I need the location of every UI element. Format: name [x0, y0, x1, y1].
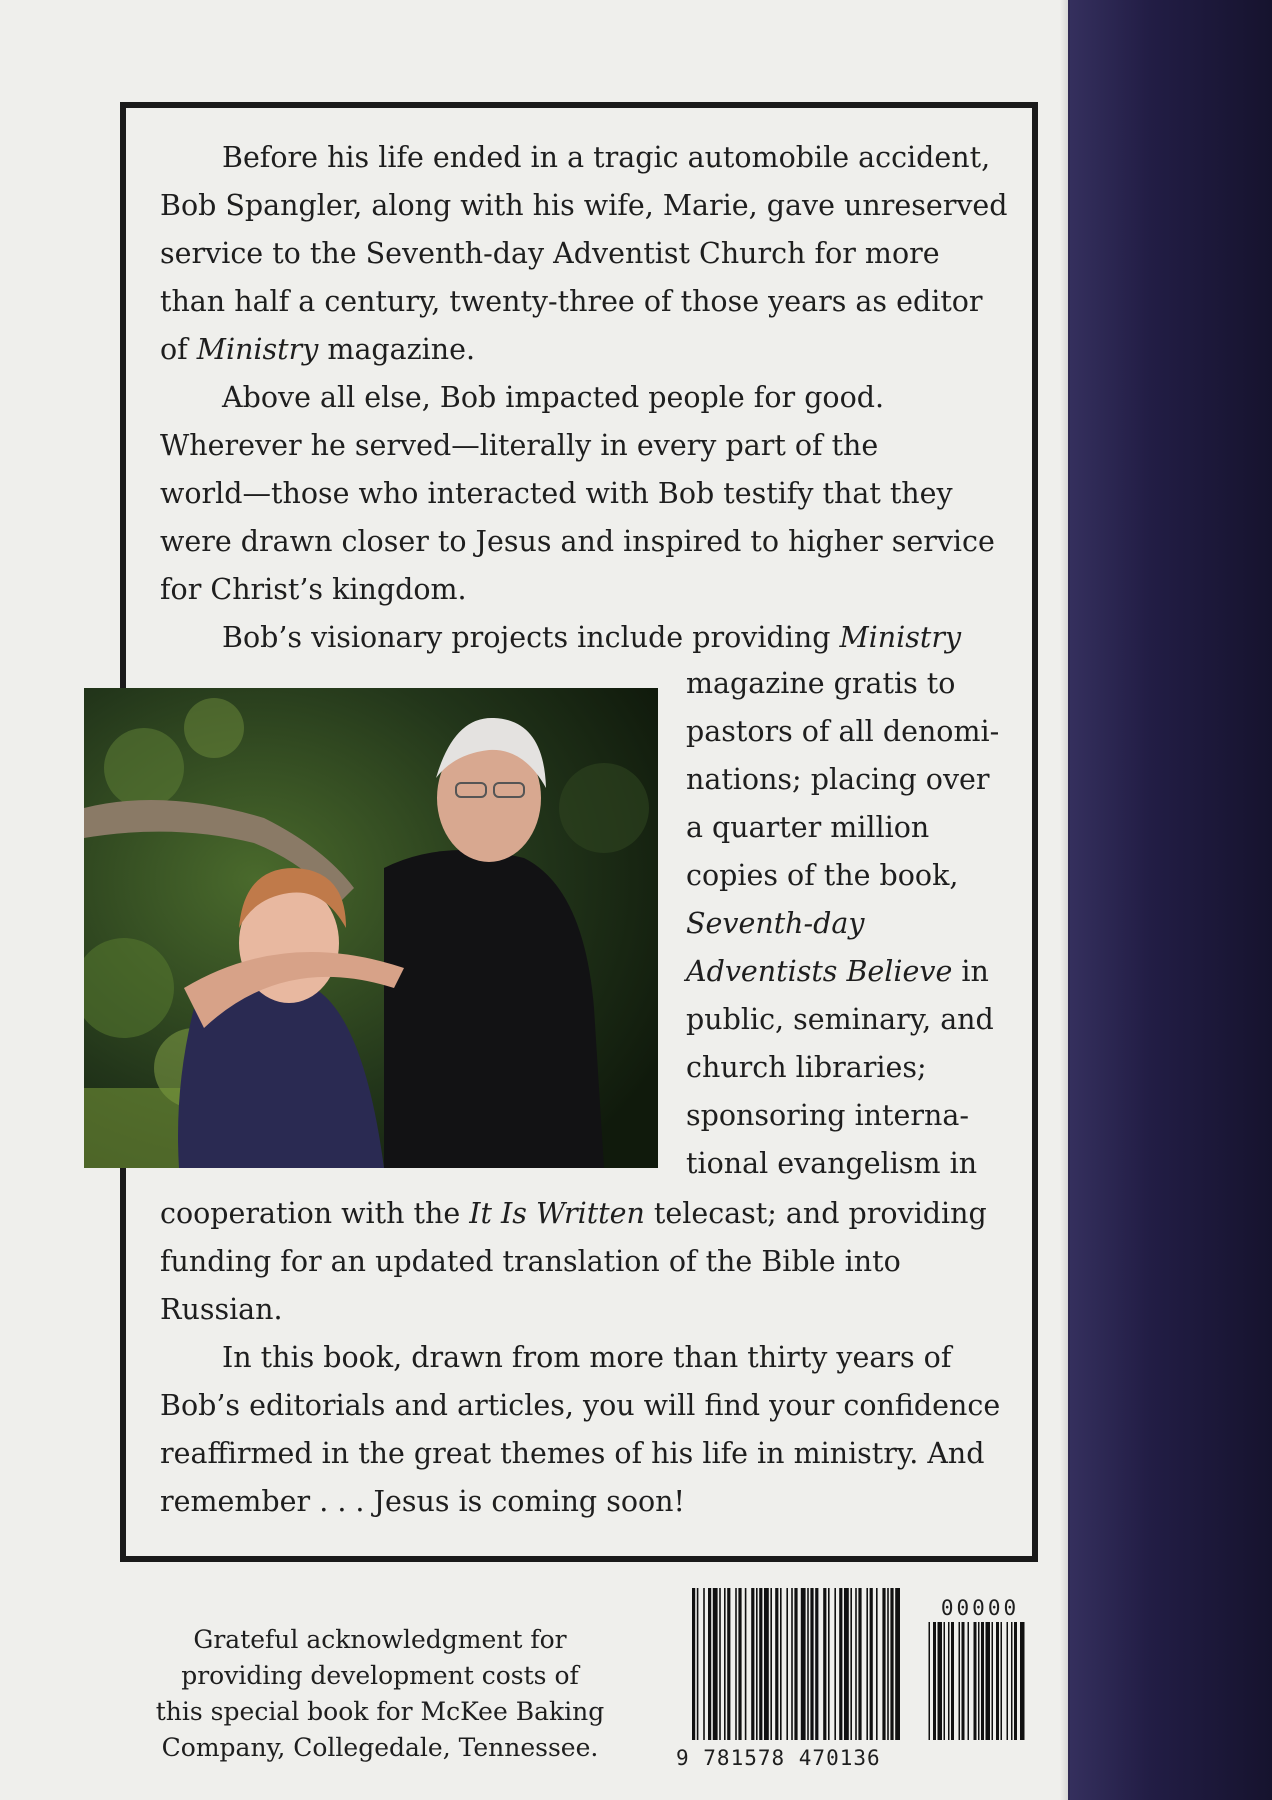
- barcode-bar: [703, 1588, 705, 1740]
- cont-post: telecast; and providing: [644, 1197, 987, 1230]
- p2-line-3: world—those who interacted with Bob testify that they: [160, 477, 953, 510]
- wrap-after-italic: in: [952, 955, 989, 988]
- barcode-bar: [738, 1588, 741, 1740]
- barcode-bar: [815, 1588, 818, 1740]
- p1-line-1: Before his life ended in a tragic automobile accident,: [222, 141, 991, 174]
- barcode-bar: [807, 1588, 809, 1740]
- cont-line-2: funding for an updated translation of the Bible into: [160, 1245, 901, 1278]
- wrap-line-5: copies of the book,: [686, 859, 959, 892]
- barcode-bar: [697, 1588, 699, 1740]
- p4-line-3: reaffirmed in the great themes of his life in ministry. And: [160, 1437, 985, 1470]
- p1-line-2: Bob Spangler, along with his wife, Marie, gave unreserved: [160, 189, 1008, 222]
- barcode-bar: [823, 1588, 826, 1740]
- p1-line-3: service to the Seventh-day Adventist Church for more: [160, 237, 940, 270]
- barcode-bar: [887, 1588, 889, 1740]
- ack-line-4: Company, Collegedale, Tennessee.: [161, 1733, 599, 1762]
- barcode-addon-bar: [959, 1622, 961, 1740]
- barcode-bar: [708, 1588, 711, 1740]
- p3-first-pre: Bob’s visionary projects include providing: [222, 621, 840, 654]
- barcode-addon-bar: [974, 1622, 977, 1740]
- p1-last-post: magazine.: [318, 333, 476, 366]
- portrait-photo: [84, 688, 658, 1168]
- barcode-addon-bar: [996, 1622, 999, 1740]
- ack-line-1: Grateful acknowledgment for: [193, 1625, 567, 1654]
- barcode-bar: [764, 1588, 769, 1740]
- barcode-bar: [895, 1588, 900, 1740]
- cont-line-3: Russian.: [160, 1293, 283, 1326]
- ack-line-3: this special book for McKee Baking: [155, 1697, 605, 1726]
- barcode-bar: [775, 1588, 778, 1740]
- barcode-addon-bar: [962, 1622, 965, 1740]
- barcode-addon-bar: [1011, 1622, 1013, 1740]
- acknowledgment: [130, 1622, 630, 1766]
- barcode-addon-number: 00000: [940, 1596, 1020, 1620]
- wrap-line-2: pastors of all denomi-: [686, 715, 1000, 748]
- barcode-bar: [770, 1588, 772, 1740]
- wrap-line-11: tional evangelism in: [686, 1147, 978, 1180]
- barcode-bar: [870, 1588, 873, 1740]
- barcode-addon-bar: [1014, 1622, 1017, 1740]
- barcode-bar: [850, 1588, 852, 1740]
- paragraph-2: [160, 374, 1010, 614]
- p4-line-4: remember . . . Jesus is coming soon!: [160, 1485, 685, 1518]
- barcode-addon-bar: [948, 1622, 950, 1740]
- p2-line-2: Wherever he served—literally in every part of the: [160, 429, 879, 462]
- ack-line-2: providing development costs of: [181, 1661, 579, 1690]
- book-title-part-1: Seventh-day: [686, 907, 865, 940]
- barcode-addon-bar: [968, 1622, 970, 1740]
- wrap-line-8: public, seminary, and: [686, 1003, 994, 1036]
- p1-last-pre: of: [160, 333, 197, 366]
- telecast-title: It Is Written: [469, 1197, 645, 1230]
- wrap-line-4: a quarter million: [686, 811, 930, 844]
- barcode-bar: [866, 1588, 868, 1740]
- p3-line-1: [160, 614, 1010, 662]
- barcode-bar: [839, 1588, 842, 1740]
- barcode-bar: [756, 1588, 758, 1740]
- barcode-bar: [791, 1588, 793, 1740]
- barcode-bar: [855, 1588, 857, 1740]
- barcode-bar: [890, 1588, 893, 1740]
- ministry-title-2: Ministry: [839, 621, 962, 654]
- barcode-bar: [794, 1588, 797, 1740]
- cont-pre: cooperation with the: [160, 1197, 470, 1230]
- p2-line-1: Above all else, Bob impacted people for good.: [222, 381, 885, 414]
- p2-line-5: for Christ’s kingdom.: [160, 573, 467, 606]
- barcode-addon-bar: [1007, 1622, 1009, 1740]
- couple-photo-illustration: [84, 688, 658, 1168]
- lower-text: [160, 1190, 1030, 1526]
- barcode-bar: [719, 1588, 721, 1740]
- barcode-bar: [713, 1588, 718, 1740]
- barcode-bar: [759, 1588, 762, 1740]
- p4-line-1: In this book, drawn from more than thirty years of: [222, 1341, 952, 1374]
- barcode-bar: [834, 1588, 836, 1740]
- barcode-bar: [876, 1588, 878, 1740]
- barcode-addon-bar: [938, 1622, 943, 1740]
- wrap-line-3: nations; placing over: [686, 763, 990, 796]
- wrap-line-6: [686, 900, 1046, 948]
- barcode-addon-bar: [929, 1622, 931, 1740]
- p4-line-2: Bob’s editorials and articles, you will find your confidence: [160, 1389, 1001, 1422]
- barcode-addon-bar: [951, 1622, 954, 1740]
- paragraph-1: [160, 134, 1010, 374]
- barcode-addon-bar: [1001, 1622, 1003, 1740]
- barcode-addon-bar: [1020, 1622, 1025, 1740]
- barcode-bar: [724, 1588, 726, 1740]
- barcode-addon-bar: [986, 1622, 991, 1740]
- wrap-line-10: sponsoring interna-: [686, 1099, 969, 1132]
- ministry-title: Ministry: [196, 333, 319, 366]
- barcode-bar: [801, 1588, 806, 1740]
- paragraph-4: [160, 1334, 1030, 1526]
- barcode-bar: [844, 1588, 849, 1740]
- isbn-digits: 9 781578 470136: [676, 1746, 881, 1770]
- barcode-bar: [735, 1588, 737, 1740]
- wrapped-text-column: [686, 660, 1046, 1188]
- barcode-bar: [780, 1588, 782, 1740]
- p2-line-4: were drawn closer to Jesus and inspired to higher service: [160, 525, 995, 558]
- barcode-bar: [858, 1588, 861, 1740]
- wrap-line-1: magazine gratis to: [686, 667, 956, 700]
- barcode-addon-bar: [992, 1622, 994, 1740]
- barcode-addon-bar: [944, 1622, 946, 1740]
- cover-edge-band: [1068, 0, 1272, 1800]
- barcode-bar: [882, 1588, 885, 1740]
- barcode-bar: [692, 1588, 695, 1740]
- barcode-addon-bar: [933, 1622, 936, 1740]
- book-title-part-2: Adventists Believe: [686, 955, 953, 988]
- barcode-bar: [810, 1588, 813, 1740]
- barcode-bar: [745, 1588, 747, 1740]
- wrap-line-9: church libraries;: [686, 1051, 927, 1084]
- barcode-bar: [727, 1588, 730, 1740]
- p1-line-4: than half a century, twenty-three of those years as editor: [160, 285, 983, 318]
- barcode-addon-bar: [978, 1622, 980, 1740]
- barcode-bar: [786, 1588, 788, 1740]
- paragraph-3-start: [160, 614, 1010, 662]
- upper-text: [160, 134, 1010, 662]
- p1-line-5: [160, 326, 1010, 374]
- barcode-bar: [828, 1588, 830, 1740]
- cover-edge-shadow: [1060, 0, 1070, 1800]
- barcode-addon-bar: [981, 1622, 984, 1740]
- barcode-bar: [751, 1588, 754, 1740]
- cont-line-1: [160, 1190, 1030, 1238]
- wrap-line-7: [686, 948, 1046, 996]
